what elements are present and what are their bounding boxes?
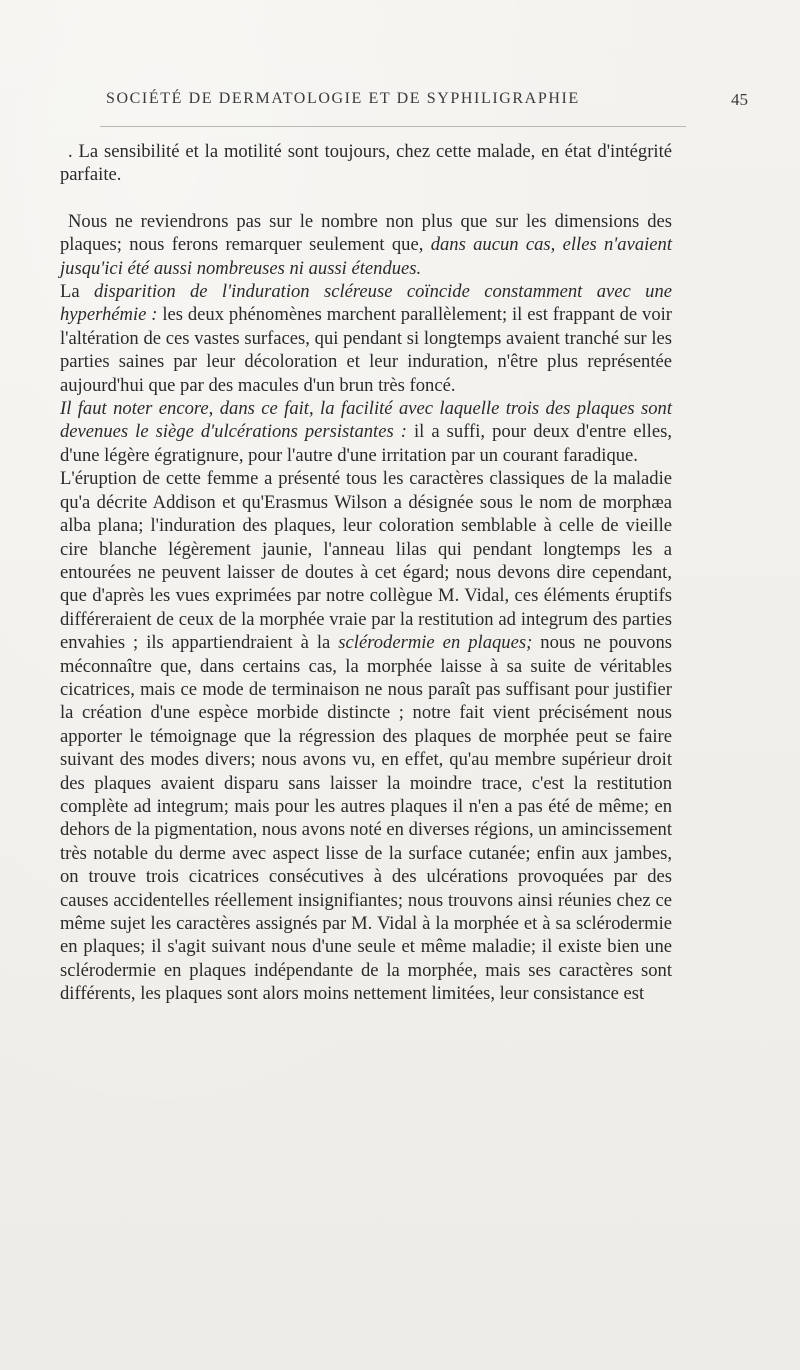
paragraph-ulcerations — [60, 397, 672, 467]
paragraph-eruption-italic: sclérodermie en plaques; — [338, 632, 533, 654]
running-title: SOCIÉTÉ DE DERMATOLOGIE ET DE SYPHILIGRAPHIE — [106, 90, 580, 107]
header-rule — [100, 126, 686, 127]
paragraph-sensibility: . La sensibilité et la motilité sont toujours, chez cette malade, en état d'intégrité parfaite. — [60, 141, 672, 186]
body-text — [60, 140, 672, 1006]
paragraph-disparition — [60, 280, 672, 397]
paragraph-plaques-italic: dans aucun cas, elles n'avaient jusqu'ici été aussi nombreuses ni aussi étendues. — [60, 234, 673, 279]
paragraph-disparition-italic: disparition de l'induration scléreuse coïncide constamment avec une hyperhémie : — [60, 281, 672, 326]
running-head — [58, 88, 748, 114]
paragraph-eruption — [60, 467, 672, 1005]
paragraph-plaques — [60, 210, 672, 280]
paragraph-ulcerations-italic: Il faut noter encore, dans ce fait, la facilité avec laquelle trois des plaques sont devenues le siège d'ulcérations persistantes : — [60, 398, 672, 443]
paragraph-disparition-text: les deux phénomènes marchent parallèlement; il est frappant de voir l'altération de ces vastes surfaces, qui pendant si longtemps avaient tranché sur les parties saines par leur décoloration et leur induration, n'être plus représentée aujourd'hui que par des macules d'un brun très foncé. — [60, 304, 672, 396]
page-number: 45 — [731, 90, 748, 109]
paragraph-eruption-text-1: L'éruption de cette femme a présenté tous les caractères classiques de la maladie qu'a décrite Addison et qu'Erasmus Wilson a désignée sous le nom de morphæa alba plana; l'induration des plaques, leur coloration semblable à celle de vieille cire blanche légèrement jaunie, l'anneau lilas qui pendant longtemps les a entourées ne peuvent laisser de doutes à cet égard; nous devons dire cependant, que d'après les vues exprimées par notre collègue M. Vidal, ces éléments éruptifs différeraient de ceux de la morphée vraie par la restitution ad integrum des parties envahies ; ils appartiendraient à la — [60, 468, 672, 654]
paragraph-ulcerations-text: il a suffi, pour deux d'entre elles, d'une légère égratignure, pour l'autre d'une irritation par un courant faradique. — [60, 421, 672, 466]
paragraph-disparition-lead: La — [60, 281, 94, 303]
paragraph-plaques-text: Nous ne reviendrons pas sur le nombre non plus que sur les dimensions des plaques; nous ferons remarquer seulement que, — [60, 210, 672, 256]
paragraph-eruption-text-2: nous ne pouvons méconnaître que, dans certains cas, la morphée laisse à sa suite de véritables cicatrices, mais ce mode de terminaison ne nous paraît pas suffisant pour justifier la création d'une espèce morbide distincte ; notre fait vient précisément nous apporter le témoignage que la régression des plaques de morphée peut se faire suivant des modes divers; nous avons vu, en effet, qu'au membre supérieur droit des plaques avaient disparu sans laisser la moindre trace, c'est la restitution complète ad integrum; mais pour les autres plaques il n'en a pas été de même; en dehors de la pigmentation, nous avons noté en diverses régions, un amincissement très notable du derme avec aspect lisse de la surface cutanée; enfin aux jambes, on trouve trois cicatrices consécutives à des ulcérations provoquées par des causes accidentelles réellement insignifiantes; nous trouvons ainsi réunies chez ce même sujet les caractères assignés par M. Vidal à la morphée et à sa sclérodermie en plaques; il s'agit suivant nous d'une seule et même maladie; il existe bien une sclérodermie en plaques indépendante de la morphée, mais ses caractères sont différents, les plaques sont alors moins nettement limitées, leur consistance est — [60, 632, 672, 1005]
